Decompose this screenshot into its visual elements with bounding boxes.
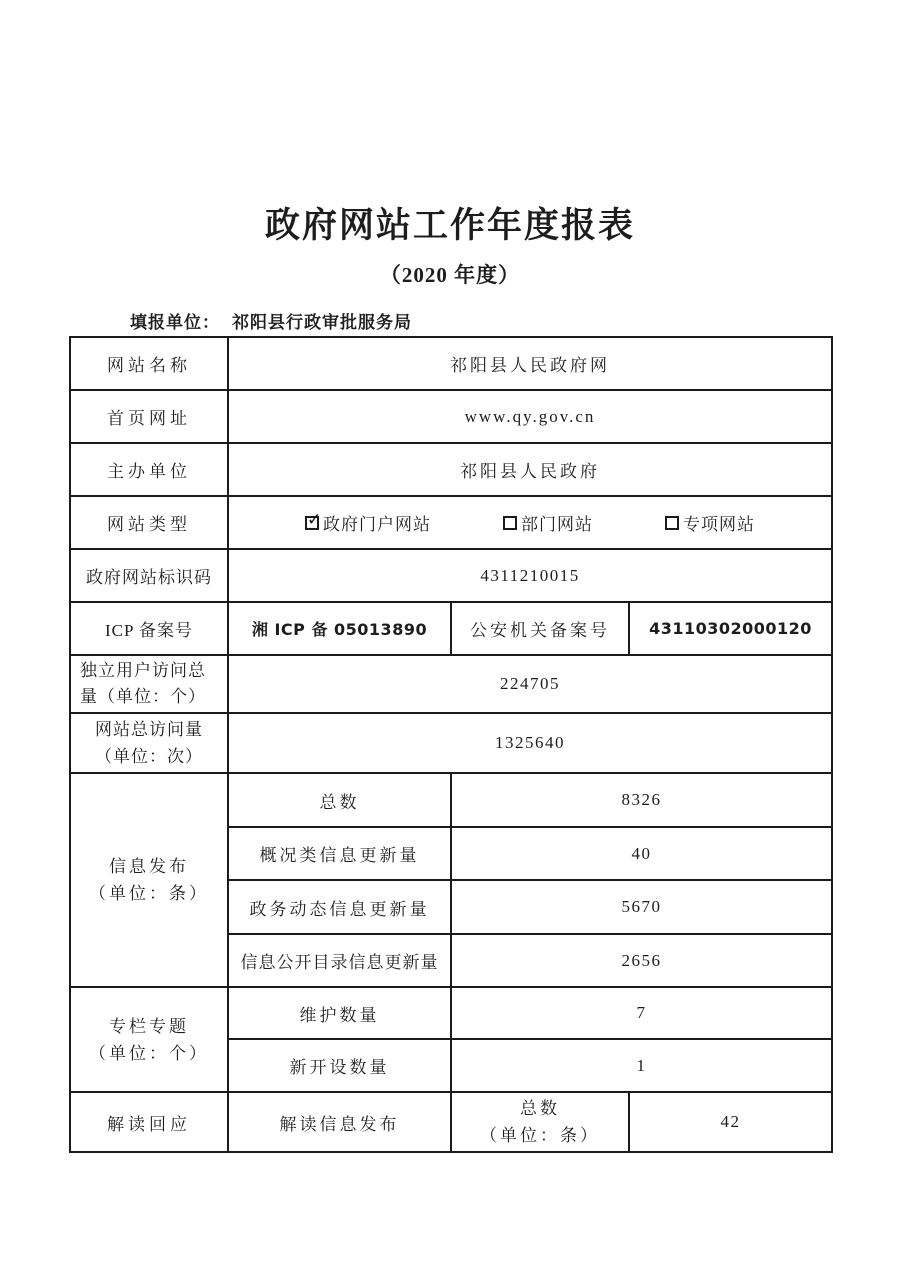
- organizer-value: 祁阳县人民政府: [228, 443, 832, 496]
- info-publish-label: 信息发布 （单位：条）: [70, 773, 228, 987]
- site-type-option-department: [503, 510, 593, 535]
- special-topics-row-value: 1: [451, 1039, 832, 1092]
- site-name-label: 网站名称: [70, 337, 228, 390]
- info-publish-row-value: 5670: [451, 880, 832, 934]
- total-visits-value: 1325640: [228, 713, 832, 773]
- special-topics-row-name: 维护数量: [228, 987, 451, 1039]
- total-visits-label: 网站总访问量 （单位：次）: [70, 713, 228, 773]
- checkbox-unchecked-icon: [665, 516, 679, 530]
- organizer-label: 主办单位: [70, 443, 228, 496]
- site-type-option-label: 部门网站: [521, 515, 593, 534]
- row-organizer: [70, 443, 832, 496]
- row-site-type: [70, 496, 832, 549]
- reporting-unit-value: 祁阳县行政审批服务局: [232, 313, 412, 332]
- security-filing-value: 43110302000120: [629, 602, 832, 655]
- info-publish-row-value: 40: [451, 827, 832, 880]
- reporting-unit-line: [130, 308, 412, 333]
- page-title: 政府网站工作年度报表: [264, 206, 635, 245]
- info-publish-row-value: 8326: [451, 773, 832, 827]
- interpretation-sub-label: 解读信息发布: [228, 1092, 451, 1152]
- report-table: [69, 336, 833, 1153]
- icp-value: 湘 ICP 备 05013890: [228, 602, 451, 655]
- security-filing-label: 公安机关备案号: [451, 602, 629, 655]
- site-type-option-portal: [305, 510, 431, 535]
- special-topics-label: 专栏专题 （单位：个）: [70, 987, 228, 1092]
- site-type-option-label: 政府门户网站: [323, 515, 431, 534]
- special-topics-row-value: 7: [451, 987, 832, 1039]
- site-identifier-value: 4311210015: [228, 549, 832, 602]
- row-info-publish-total: [70, 773, 832, 827]
- unique-visitors-value: 224705: [228, 655, 832, 713]
- row-icp: [70, 602, 832, 655]
- info-publish-row-name: 政务动态信息更新量: [228, 880, 451, 934]
- site-type-option-special: [665, 510, 755, 535]
- checkbox-unchecked-icon: [503, 516, 517, 530]
- info-publish-row-value: 2656: [451, 934, 832, 987]
- row-total-visits: [70, 713, 832, 773]
- row-site-name: [70, 337, 832, 390]
- unique-visitors-label: 独立用户访问总 量（单位：个）: [70, 655, 228, 713]
- checkbox-checked-icon: ✓: [307, 509, 323, 530]
- interpretation-value: 42: [629, 1092, 832, 1152]
- site-name-value: 祁阳县人民政府网: [228, 337, 832, 390]
- info-publish-row-name: 概况类信息更新量: [228, 827, 451, 880]
- info-publish-row-name: 信息公开目录信息更新量: [228, 934, 451, 987]
- icp-label: ICP 备案号: [70, 602, 228, 655]
- row-interpretation: [70, 1092, 832, 1152]
- row-special-topics-maintained: [70, 987, 832, 1039]
- row-home-url: [70, 390, 832, 443]
- info-publish-row-name: 总数: [228, 773, 451, 827]
- special-topics-row-name: 新开设数量: [228, 1039, 451, 1092]
- site-type-label: 网站类型: [70, 496, 228, 549]
- row-unique-visitors: [70, 655, 832, 713]
- interpretation-total-label: 总数 （单位：条）: [451, 1092, 629, 1152]
- page-subtitle: （2020 年度）: [379, 263, 521, 287]
- site-type-option-label: 专项网站: [683, 515, 755, 534]
- interpretation-label: 解读回应: [70, 1092, 228, 1152]
- site-type-options-cell: [228, 496, 832, 549]
- home-url-value: www.qy.gov.cn: [228, 390, 832, 443]
- home-url-label: 首页网址: [70, 390, 228, 443]
- row-site-identifier: [70, 549, 832, 602]
- site-identifier-label: 政府网站标识码: [70, 549, 228, 602]
- reporting-unit-label: 填报单位：: [130, 313, 220, 332]
